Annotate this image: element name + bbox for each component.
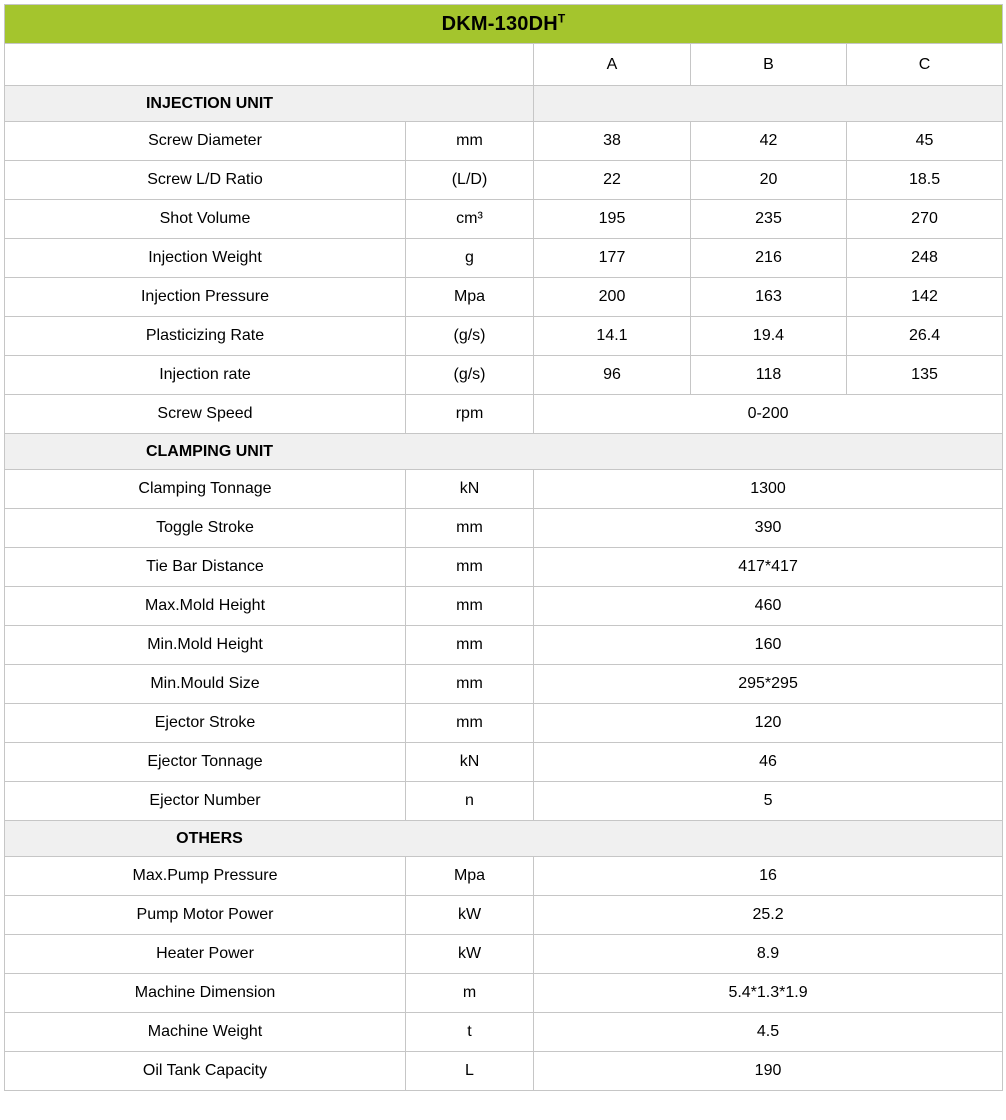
spec-label: Max.Mold Height [5, 587, 406, 626]
spec-row [5, 896, 1003, 935]
section-header-cell [5, 821, 1003, 857]
spec-value-span: 4.5 [534, 1013, 1003, 1052]
spec-row [5, 200, 1003, 239]
spec-label: Machine Weight [5, 1013, 406, 1052]
spec-row [5, 317, 1003, 356]
spec-unit: kW [406, 896, 534, 935]
spec-value-c: 142 [847, 278, 1003, 317]
spec-value-b: 163 [691, 278, 847, 317]
model-superscript: T [557, 10, 566, 25]
model-name: DKM-130DH [441, 12, 558, 35]
spec-label: Max.Pump Pressure [5, 857, 406, 896]
spec-unit: g [406, 239, 534, 278]
spec-row [5, 509, 1003, 548]
spec-value-b: 216 [691, 239, 847, 278]
spec-row [5, 665, 1003, 704]
spec-row [5, 857, 1003, 896]
spec-value-a: 177 [534, 239, 691, 278]
spec-label: Injection Pressure [5, 278, 406, 317]
spec-unit: cm³ [406, 200, 534, 239]
spec-label: Min.Mold Height [5, 626, 406, 665]
spec-row [5, 470, 1003, 509]
spec-label: Injection Weight [5, 239, 406, 278]
spec-value-a: 195 [534, 200, 691, 239]
spec-unit: mm [406, 509, 534, 548]
spec-label: Tie Bar Distance [5, 548, 406, 587]
section-header-cell [5, 86, 534, 122]
spec-label: Machine Dimension [5, 974, 406, 1013]
spec-value-a: 14.1 [534, 317, 691, 356]
spec-row [5, 239, 1003, 278]
spec-label: Heater Power [5, 935, 406, 974]
spec-value-span: 0-200 [534, 395, 1003, 434]
spec-label: Screw Diameter [5, 122, 406, 161]
spec-value-span: 417*417 [534, 548, 1003, 587]
title-row [5, 5, 1003, 44]
section-title: CLAMPING UNIT [145, 442, 274, 460]
spec-row [5, 278, 1003, 317]
spec-row [5, 356, 1003, 395]
spec-row [5, 587, 1003, 626]
spec-row [5, 395, 1003, 434]
spec-unit: mm [406, 122, 534, 161]
spec-row [5, 743, 1003, 782]
spec-label: Oil Tank Capacity [5, 1052, 406, 1091]
column-header-a: A [534, 44, 691, 86]
spec-value-span: 390 [534, 509, 1003, 548]
spec-row [5, 548, 1003, 587]
spec-label: Toggle Stroke [5, 509, 406, 548]
spec-value-b: 19.4 [691, 317, 847, 356]
spec-label: Screw Speed [5, 395, 406, 434]
spec-label: Plasticizing Rate [5, 317, 406, 356]
spec-value-c: 135 [847, 356, 1003, 395]
spec-row [5, 1013, 1003, 1052]
spec-unit: (g/s) [406, 317, 534, 356]
spec-value-span: 5.4*1.3*1.9 [534, 974, 1003, 1013]
spec-value-span: 5 [534, 782, 1003, 821]
section-title: INJECTION UNIT [145, 94, 274, 112]
spec-value-span: 1300 [534, 470, 1003, 509]
spec-value-span: 295*295 [534, 665, 1003, 704]
column-header-row [5, 44, 1003, 86]
spec-label: Ejector Tonnage [5, 743, 406, 782]
spec-unit: Mpa [406, 857, 534, 896]
spec-value-c: 45 [847, 122, 1003, 161]
column-header-c: C [847, 44, 1003, 86]
spec-value-span: 25.2 [534, 896, 1003, 935]
spec-label: Ejector Number [5, 782, 406, 821]
page-title [5, 5, 1003, 44]
column-header-b: B [691, 44, 847, 86]
column-header-spacer [5, 44, 534, 86]
spec-value-span: 190 [534, 1052, 1003, 1091]
spec-unit: t [406, 1013, 534, 1052]
spec-value-a: 200 [534, 278, 691, 317]
spec-value-span: 46 [534, 743, 1003, 782]
spec-unit: mm [406, 548, 534, 587]
spec-label: Ejector Stroke [5, 704, 406, 743]
spec-value-a: 38 [534, 122, 691, 161]
spec-unit: rpm [406, 395, 534, 434]
spec-value-span: 120 [534, 704, 1003, 743]
spec-row [5, 935, 1003, 974]
section-title: OTHERS [176, 829, 243, 847]
spec-value-a: 22 [534, 161, 691, 200]
section-header-row [5, 86, 1003, 122]
spec-unit: mm [406, 665, 534, 704]
spec-value-c: 248 [847, 239, 1003, 278]
section-header-row [5, 434, 1003, 470]
spec-row [5, 161, 1003, 200]
spec-value-b: 118 [691, 356, 847, 395]
spec-label: Min.Mould Size [5, 665, 406, 704]
spec-unit: L [406, 1052, 534, 1091]
section-header-cell [5, 434, 1003, 470]
spec-label: Pump Motor Power [5, 896, 406, 935]
spec-value-span: 160 [534, 626, 1003, 665]
spec-value-span: 16 [534, 857, 1003, 896]
spec-label: Shot Volume [5, 200, 406, 239]
spec-value-span: 460 [534, 587, 1003, 626]
section-header-row [5, 821, 1003, 857]
spec-unit: m [406, 974, 534, 1013]
spec-value-c: 18.5 [847, 161, 1003, 200]
spec-table [4, 4, 1003, 1091]
spec-value-c: 26.4 [847, 317, 1003, 356]
spec-value-c: 270 [847, 200, 1003, 239]
spec-row [5, 626, 1003, 665]
spec-unit: mm [406, 587, 534, 626]
spec-row [5, 1052, 1003, 1091]
spec-value-b: 42 [691, 122, 847, 161]
spec-unit: Mpa [406, 278, 534, 317]
spec-unit: (g/s) [406, 356, 534, 395]
spec-label: Clamping Tonnage [5, 470, 406, 509]
spec-row [5, 122, 1003, 161]
spec-value-a: 96 [534, 356, 691, 395]
spec-row [5, 974, 1003, 1013]
spec-unit: (L/D) [406, 161, 534, 200]
spec-unit: mm [406, 704, 534, 743]
spec-unit: mm [406, 626, 534, 665]
spec-value-span: 8.9 [534, 935, 1003, 974]
spec-unit: kN [406, 470, 534, 509]
spec-label: Injection rate [5, 356, 406, 395]
section-header-filler-cell [534, 86, 1003, 122]
spec-row [5, 704, 1003, 743]
spec-unit: kN [406, 743, 534, 782]
spec-label: Screw L/D Ratio [5, 161, 406, 200]
spec-value-b: 20 [691, 161, 847, 200]
spec-row [5, 782, 1003, 821]
spec-unit: kW [406, 935, 534, 974]
spec-value-b: 235 [691, 200, 847, 239]
spec-unit: n [406, 782, 534, 821]
